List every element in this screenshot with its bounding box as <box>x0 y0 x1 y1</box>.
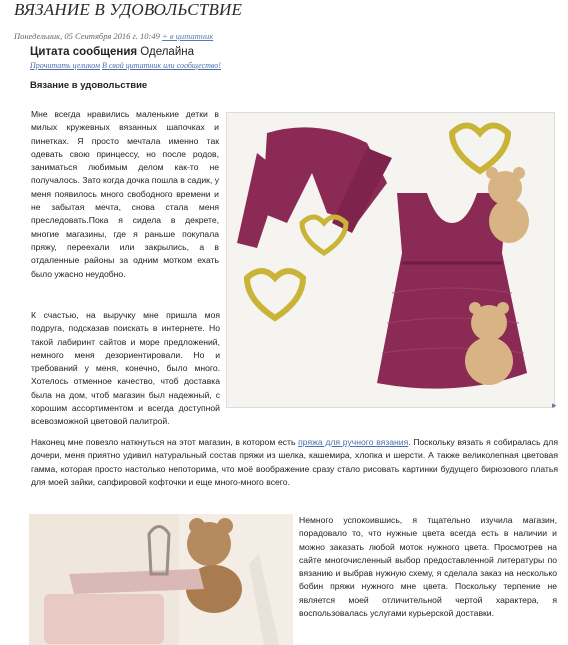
yarn-shop-link[interactable]: пряжа для ручного вязания <box>298 437 409 447</box>
yarn-photo-image <box>29 514 293 645</box>
post-meta <box>14 31 213 41</box>
post-date: Понедельник, 05 Сентября 2016 г. 10:49 <box>14 31 160 41</box>
paragraph-3 <box>31 436 558 489</box>
article-heading: Вязание в удовольствие <box>30 80 148 91</box>
knitted-dress-illustration <box>227 113 554 407</box>
paragraph-3-end: . Поскольку вязать я собиралась для дочери, меня приятно удивил натуральный состав пряжи из шелка, кашемира, хлопка и шерсти. А также великолепная цветовая гамма, которая просто настолько непоторима, что моё воображение сразу стало рисовать картинки будущего бирюзового платья для моей зайки, сапфировой кофточки и еще много-много всего. <box>31 437 558 487</box>
paragraph-1: Мне всегда нравились маленькие детки в милых кружевных вязанных шапочках и пинетках. Я просто мечтала именно так одевать свою принцессу, но после родов, заниматься любимым делом как-то не получалось. Зато когда дочка пошла в садик, у меня появилось много свободного времени и не забытая мечта, снова стала меня преследовать.Пока я сидела в декрете, многие магазины, где я раньше покупала пряжу, переехали или закрылись, а в отдаленные районы за одним мотком ехать было ужасно неудобно. <box>31 109 219 279</box>
scroll-indicator: ▸ <box>552 400 557 410</box>
quote-author-link[interactable]: Оделайна <box>140 46 194 58</box>
post-title: ВЯЗАНИЕ В УДОВОЛЬСТВИЕ <box>14 0 243 19</box>
add-to-quotes-link[interactable]: + в цитатник <box>161 31 214 41</box>
paragraph-3-start: Наконец мне повезло наткнуться на этот магазин, в котором есть <box>31 437 299 447</box>
paragraph-2: К счастью, на выручку мне пришла моя подруга, подсказав поискать в интернете. Но такой лабиринт сайтов и море предложений, немного меня дезориентировали. Но и требований у меня, конечно, было много. Хотелось отменное качество, чтоб доставка была на дом, чтоб магазин был надежный, с хорошим ассортиментом и всегда доступной всевозможной цветовой палитрой. <box>31 310 220 427</box>
quote-actions <box>30 61 221 70</box>
read-full-link[interactable]: Прочитать целиком <box>30 61 100 70</box>
to-quotebook-link[interactable]: В свой цитатник или сообщество! <box>101 61 221 70</box>
quote-header <box>30 46 194 58</box>
quote-label: Цитата сообщения <box>30 46 138 58</box>
knitted-dress-image <box>227 113 554 407</box>
paragraph-4: Немного успокоившись, я тщательно изучила магазин, порадовало то, что нужные цвета всегда есть в наличии и можно заказать любой моток нужного цвета. Просмотрев на сайте многочисленный выбор предоставленной литературы по вязанию и выбрав нужную схему, я сделала заказ на несколько бобин пряжи нужного мне цвета. Поскольку терпение не является моей отличительной чертой характера, я воспользовалась услугами курьерской доставки. <box>299 515 557 619</box>
yarn-photo-illustration <box>29 514 293 645</box>
